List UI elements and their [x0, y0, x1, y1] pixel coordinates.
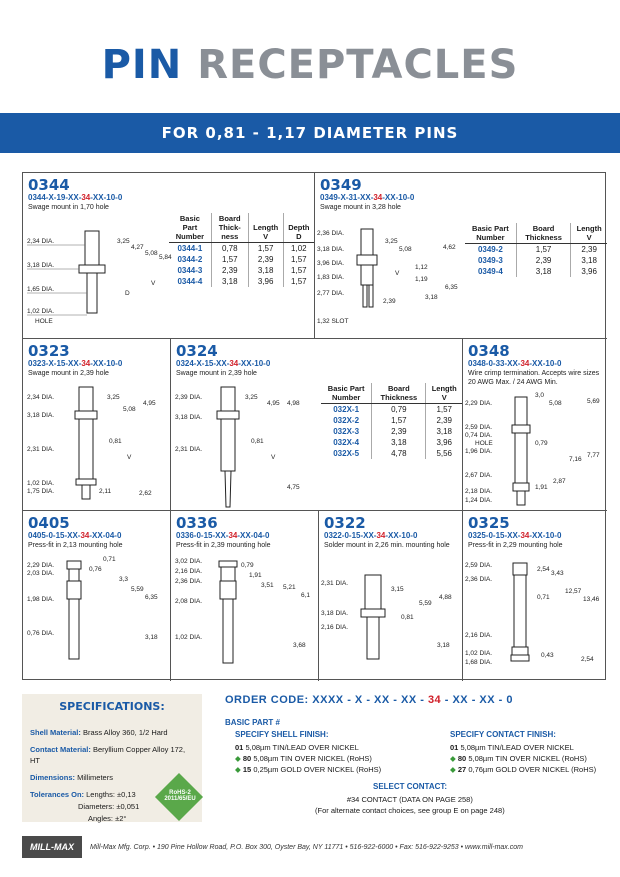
dim-label: 5,08 — [123, 406, 136, 413]
mount-description: Press-fit in 2,29 mounting hole — [468, 542, 563, 549]
spec-table: Basic Part Number Board Thick-ness Length V Depth D 0344-1 0,78 1,57 1,02 0344-2 1,57 2,39 1,57 0344-3 2,39 3,18 1,57 0344-4 3,18 3,96 1,57 — [169, 213, 314, 287]
order-code: 0349-X-31-XX-34-XX-10-0 — [320, 193, 415, 202]
table-row: 032X-2 1,57 2,39 — [321, 415, 462, 426]
dim-label: 2,08 DIA. — [175, 598, 203, 605]
dim-label: 2,34 DIA. — [27, 238, 55, 245]
dim-label: 1,02 DIA. — [465, 650, 493, 657]
mount-description: Swage mount in 3,28 hole — [320, 204, 401, 211]
title-word-pin: PIN — [101, 42, 183, 88]
dim-label: 6,35 — [145, 594, 158, 601]
dim-label: 4,98 — [287, 400, 300, 407]
dim-label: 0,76 DIA. — [27, 630, 55, 637]
part-number: 0324 — [176, 342, 218, 360]
dim-label: 1,91 — [535, 484, 548, 491]
dim-label: 3,51 — [261, 582, 274, 589]
dim-label: 7,16 — [569, 456, 582, 463]
specifications-box — [22, 694, 202, 822]
dim-label: 4,62 — [443, 244, 456, 251]
dim-label: 3,18 — [145, 634, 158, 641]
company-address: Mill-Max Mfg. Corp. • 190 Pine Hollow Road, P.O. Box 300, Oyster Bay, NY 11771 • 516-922-6000 • Fax: 516-922-9253 • www.mill-max.com — [90, 843, 523, 851]
dim-label: 2,59 DIA. — [465, 562, 493, 569]
dim-label: 3,25 — [245, 394, 258, 401]
mount-description: Wire crimp termination. Accepts wire sizes 20 AWG Max. / 24 AWG Min. — [468, 370, 600, 386]
dim-label: 3,18 DIA. — [175, 414, 203, 421]
select-contact-info: #34 CONTACT (DATA ON PAGE 258) (For alternate contact choices, see group E on page 248) — [315, 795, 505, 815]
dim-label: 2,03 DIA. — [27, 570, 55, 577]
mount-description: Solder mount in 2,26 min. mounting hole — [324, 542, 450, 549]
list-item: ◆ 15 0,25µm GOLD OVER NICKEL (RoHS) — [235, 765, 382, 774]
dim-label: 2,31 DIA. — [175, 446, 203, 453]
contact-finish-list — [450, 742, 596, 775]
dim-label: 2,11 — [99, 488, 112, 495]
shell-finish-list — [235, 742, 381, 775]
dim-label: 2,54 — [537, 566, 550, 573]
dim-label: 0,71 — [537, 594, 550, 601]
cell-0323 — [23, 339, 171, 511]
dim-label: 0,81 — [401, 614, 414, 621]
drawing-0344 — [27, 223, 172, 333]
dim-label: 2,34 DIA. — [27, 394, 55, 401]
table-row: 032X-4 3,18 3,96 — [321, 437, 462, 448]
dim-label: 1,91 — [249, 572, 262, 579]
dim-label: 1,98 DIA. — [27, 596, 55, 603]
dim-label: 5,69 — [587, 398, 600, 405]
dim-label: 2,16 DIA. — [321, 624, 349, 631]
cell-0349 — [315, 173, 607, 339]
drawing-0349 — [317, 219, 465, 339]
part-number: 0336 — [176, 514, 218, 532]
specifications-title: SPECIFICATIONS: — [59, 700, 165, 713]
dim-label: V — [271, 454, 276, 461]
contact-finish-title: SPECIFY CONTACT FINISH: — [450, 730, 556, 739]
table-row: 0349-3 2,39 3,18 — [465, 255, 607, 266]
dim-label: 2,36 DIA. — [465, 576, 493, 583]
products-frame — [22, 172, 606, 680]
contact-material: Contact Material: Beryllium Copper Alloy 172, HT — [30, 745, 186, 765]
title-word-receptacles: RECEPTACLES — [197, 42, 519, 88]
dim-label: 5,08 — [399, 246, 412, 253]
page-title — [0, 42, 620, 88]
dim-label: 1,75 DIA. — [27, 488, 55, 495]
drawing-0405 — [27, 551, 169, 675]
dim-label: 2,59 DIA. — [465, 424, 493, 431]
order-code: 0325-0-15-XX-34-XX-10-0 — [468, 531, 562, 540]
dim-label: 2,16 DIA. — [465, 632, 493, 639]
dim-label: 2,36 DIA. — [317, 230, 345, 237]
drawing-0325 — [465, 551, 605, 675]
dim-label: 1,02 DIA. — [175, 634, 203, 641]
table-row: 0344-3 2,39 3,18 1,57 — [169, 265, 314, 276]
dim-label: V — [151, 280, 156, 287]
dim-label: 2,29 DIA. — [27, 562, 55, 569]
dim-label: 4,95 — [143, 400, 156, 407]
part-number: 0323 — [28, 342, 70, 360]
part-number: 0348 — [468, 342, 510, 360]
dim-label: 2,31 DIA. — [321, 580, 349, 587]
drawing-0348 — [465, 389, 605, 509]
list-item: 01 5,08µm TIN/LEAD OVER NICKEL — [450, 743, 574, 752]
dim-label: 3,15 — [391, 586, 404, 593]
dim-label: 5,08 — [549, 400, 562, 407]
order-code-template: ORDER CODE: XXXX - X - XX - XX - 34 - XX - XX - 0 — [225, 694, 513, 706]
dim-label: 3,02 DIA. — [175, 558, 203, 565]
dim-label: 4,95 — [267, 400, 280, 407]
dim-label: 4,88 — [439, 594, 452, 601]
drawing-0323 — [27, 379, 169, 509]
order-code: 0348-0-33-XX-34-XX-10-0 — [468, 359, 562, 368]
order-code: 0324-X-15-XX-34-XX-10-0 — [176, 359, 271, 368]
dim-label: 3,18 DIA. — [317, 246, 345, 253]
dim-label: 3,43 — [551, 570, 564, 577]
dim-label: 5,59 — [419, 600, 432, 607]
dim-label: 2,39 — [383, 298, 396, 305]
mill-max-logo: MILL-MAX — [22, 836, 82, 858]
part-number: 0344 — [28, 176, 70, 194]
dim-label: 0,74 DIA. — [465, 432, 493, 439]
dim-label: 2,16 DIA. — [175, 568, 203, 575]
dim-label: 2,87 — [553, 478, 566, 485]
dim-label: 3,18 DIA. — [27, 262, 55, 269]
dim-label: 2,29 DIA. — [465, 400, 493, 407]
dim-label: 3,18 — [437, 642, 450, 649]
dim-label: 2,62 — [139, 490, 152, 497]
dim-label: 1,96 DIA. — [465, 448, 493, 455]
drawing-0336 — [175, 551, 317, 675]
dim-label: HOLE — [35, 318, 53, 325]
dim-label: 5,21 — [283, 584, 296, 591]
dim-label: V — [395, 270, 400, 277]
dimensions-unit: Dimensions: Millimeters — [30, 773, 113, 782]
dim-label: 1,02 DIA. — [27, 480, 55, 487]
cell-0324 — [171, 339, 463, 511]
part-number: 0405 — [28, 514, 70, 532]
select-contact-title: SELECT CONTACT: — [373, 782, 448, 791]
cell-0348 — [463, 339, 607, 511]
mount-description: Swage mount in 2,39 hole — [28, 370, 109, 377]
dim-label: 3,96 DIA. — [317, 260, 345, 267]
tolerances: Tolerances On: Lengths: ±0,13 Diameters: ±0,051 Angles: ±2° — [30, 790, 140, 823]
dim-label: 1,19 — [415, 276, 428, 283]
dim-label: 2,54 — [581, 656, 594, 663]
shell-finish-title: SPECIFY SHELL FINISH: — [235, 730, 329, 739]
order-code: 0344-X-19-XX-34-XX-10-0 — [28, 193, 123, 202]
drawing-0324 — [175, 379, 317, 509]
footer — [22, 836, 606, 858]
dim-label: 6,35 — [445, 284, 458, 291]
dim-label: 1,02 DIA. — [27, 308, 55, 315]
dim-label: 5,08 — [145, 250, 158, 257]
list-item: 01 5,08µm TIN/LEAD OVER NICKEL — [235, 743, 359, 752]
dim-label: HOLE — [475, 440, 493, 447]
diameter-banner: FOR 0,81 - 1,17 DIAMETER PINS — [0, 113, 620, 153]
list-item: ◆ 80 5,08µm TIN OVER NICKEL (RoHS) — [450, 754, 587, 763]
cell-0322 — [319, 511, 463, 681]
dim-label: 6,1 — [301, 592, 311, 599]
dim-label: 3,18 DIA. — [27, 412, 55, 419]
rohs-badge-text: RoHS-2 2011/65/EU — [164, 790, 196, 802]
dim-label: 2,77 DIA. — [317, 290, 345, 297]
mount-description: Press-fit in 2,13 mounting hole — [28, 542, 123, 549]
mount-description: Swage mount in 2,39 hole — [176, 370, 257, 377]
dim-label: 3,18 — [425, 294, 438, 301]
dim-label: 0,81 — [251, 438, 264, 445]
order-code: 0322-0-15-XX-34-XX-10-0 — [324, 531, 418, 540]
dim-label: 3,25 — [107, 394, 120, 401]
table-row: 0344-4 3,18 3,96 1,57 — [169, 276, 314, 287]
dim-label: 3,25 — [385, 238, 398, 245]
order-code: 0336-0-15-XX-34-XX-04-0 — [176, 531, 270, 540]
order-code-section — [225, 694, 615, 824]
part-number: 0349 — [320, 176, 362, 194]
dim-label: 1,32 SLOT — [317, 318, 349, 325]
dim-label: 12,57 — [565, 588, 582, 595]
part-number: 0325 — [468, 514, 510, 532]
dim-label: 2,67 DIA. — [465, 472, 493, 479]
table-row: 0344-1 0,78 1,57 1,02 — [169, 243, 314, 255]
dim-label: 1,83 DIA. — [317, 274, 345, 281]
dim-label: 4,75 — [287, 484, 300, 491]
mount-description: Swage mount in 1,70 hole — [28, 204, 109, 211]
dim-label: 2,36 DIA. — [175, 578, 203, 585]
list-item: ◆ 80 5,08µm TIN OVER NICKEL (RoHS) — [235, 754, 372, 763]
dim-label: 3,68 — [293, 642, 306, 649]
dim-label: 2,18 DIA. — [465, 488, 493, 495]
dim-label: 5,59 — [131, 586, 144, 593]
dim-label: 1,12 — [415, 264, 428, 271]
order-code: 0323-X-15-XX-34-XX-10-0 — [28, 359, 123, 368]
table-row: 0349-4 3,18 3,96 — [465, 266, 607, 277]
spec-table: Basic Part Number Board Thickness Length V 032X-1 0,79 1,57 032X-2 1,57 2,39 032X-3 2,39 3,18 032X-4 3,18 3,96 032X-5 4,78 5,56 — [321, 383, 462, 459]
cell-0325 — [463, 511, 607, 681]
list-item: ◆ 27 0,76µm GOLD OVER NICKEL (RoHS) — [450, 765, 597, 774]
table-row: 0344-2 1,57 2,39 1,57 — [169, 254, 314, 265]
shell-material: Shell Material: Brass Alloy 360, 1/2 Hard — [30, 728, 168, 737]
table-row: 0349-2 1,57 2,39 — [465, 244, 607, 256]
dim-label: 3,25 — [117, 238, 130, 245]
table-row: 032X-5 4,78 5,56 — [321, 448, 462, 459]
basic-part-label: BASIC PART # — [225, 718, 280, 727]
dim-label: 1,24 DIA. — [465, 497, 493, 504]
cell-0344 — [23, 173, 315, 339]
mount-description: Press-fit in 2,39 mounting hole — [176, 542, 271, 549]
table-row: 032X-3 2,39 3,18 — [321, 426, 462, 437]
dim-label: 3,3 — [119, 576, 129, 583]
dim-label: 0,79 — [241, 562, 254, 569]
cell-0336 — [171, 511, 319, 681]
cell-0405 — [23, 511, 171, 681]
dim-label: 3,0 — [535, 392, 545, 399]
dim-label: 0,43 — [541, 652, 554, 659]
table-row: 032X-1 0,79 1,57 — [321, 404, 462, 416]
dim-label: 5,84 — [159, 254, 172, 261]
part-number: 0322 — [324, 514, 366, 532]
dim-label: 2,31 DIA. — [27, 446, 55, 453]
dim-label: 0,81 — [109, 438, 122, 445]
dim-label: 0,79 — [535, 440, 548, 447]
dim-label: 7,77 — [587, 452, 600, 459]
drawing-0322 — [321, 551, 461, 675]
order-code: 0405-0-15-XX-34-XX-04-0 — [28, 531, 122, 540]
dim-label: 2,39 DIA. — [175, 394, 203, 401]
dim-label: 0,76 — [89, 566, 102, 573]
spec-table: Basic Part Number Board Thickness Length V 0349-2 1,57 2,39 0349-3 2,39 3,18 0349-4 3,18 3,96 — [465, 223, 607, 277]
dim-label: 0,71 — [103, 556, 116, 563]
dim-label: 13,46 — [583, 596, 600, 603]
dim-label: D — [125, 290, 130, 297]
dim-label: V — [127, 454, 132, 461]
dim-label: 3,18 DIA. — [321, 610, 349, 617]
dim-label: 1,68 DIA. — [465, 659, 493, 666]
dim-label: 1,65 DIA. — [27, 286, 55, 293]
dim-label: 4,27 — [131, 244, 144, 251]
